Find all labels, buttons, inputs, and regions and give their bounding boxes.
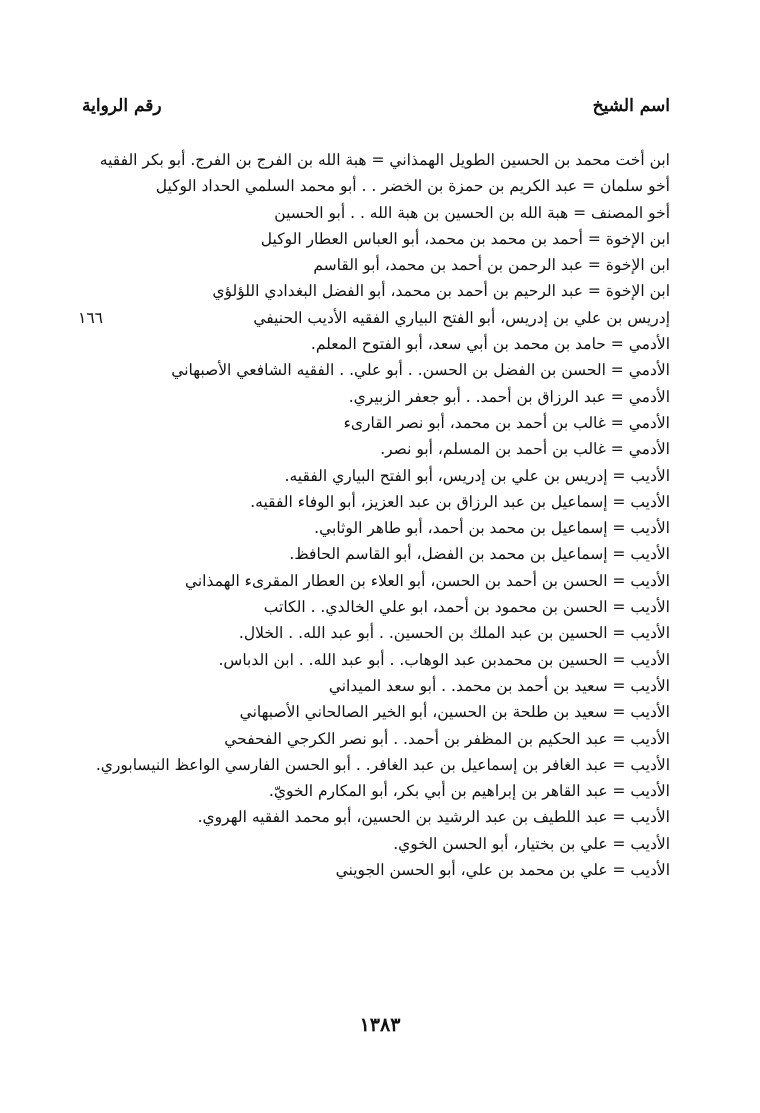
entry-row	[70, 226, 670, 252]
entry-row	[70, 147, 670, 173]
entry-text: الأدمي = الحسن بن الفضل بن الحسن. . أبو علي. . الفقيه الشافعي الأصبهاني	[171, 361, 670, 380]
entry-text: الأديب = الحسين بن محمدبن عبد الوهاب. . أبو عبد الله. . ابن الدباس.	[218, 650, 670, 669]
entry-row	[70, 410, 670, 436]
entry-row	[70, 804, 670, 830]
entry-text: الأديب = إدريس بن علي بن إدريس، أبو الفتح البياري الفقيه.	[284, 466, 670, 485]
entry-row	[70, 200, 670, 226]
entry-text: الأديب = إسماعيل بن محمد بن أحمد، أبو طاهر الوثابي.	[314, 519, 670, 538]
entry-text: الأدمي = غالب بن أحمد بن المسلم، أبو نصر.	[380, 440, 670, 459]
entry-row	[70, 489, 670, 515]
entry-row	[70, 357, 670, 383]
entry-row	[70, 252, 670, 278]
sheikh-entry-list	[70, 147, 670, 883]
entry-row	[70, 620, 670, 646]
entry-row	[70, 778, 670, 804]
entry-row	[70, 384, 670, 410]
entry-text: الأديب = الحسن بن محمود بن أحمد، ابو علي الخالدي. . الكاتب	[263, 598, 670, 617]
entry-text: الأديب = عبد القاهر بن إبراهيم بن أبي بكر، أبو المكارم الخويّ.	[268, 782, 670, 801]
entry-text: الأدمي = حامد بن محمد بن أبي سعد، أبو الفتوح المعلم.	[310, 335, 670, 354]
entry-row	[70, 331, 670, 357]
entry-row	[70, 463, 670, 489]
entry-text: أخو سلمان = عبد الكريم بن حمزة بن الخضر . . أبو محمد السلمي الحداد الوكيل	[155, 177, 670, 196]
entry-text: الأديب = علي بن بختيار، أبو الحسن الخوي.	[393, 834, 670, 853]
entry-text: الأديب = إسماعيل بن عبد الرزاق بن عبد العزيز، أبو الوفاء الفقيه.	[250, 492, 670, 511]
entry-row	[70, 541, 670, 567]
entry-row	[70, 752, 670, 778]
entry-text: الأديب = عبد اللطيف بن عبد الرشيد بن الحسين، أبو محمد الفقيه الهروي.	[197, 808, 670, 827]
entry-text: أخو المصنف = هبة الله بن الحسين بن هبة الله . . أبو الحسين	[274, 203, 670, 222]
entry-row	[70, 278, 670, 304]
entry-row	[70, 831, 670, 857]
entry-row	[70, 515, 670, 541]
entry-text: ابن أخت محمد بن الحسين الطويل الهمذاني = هبة الله بن الفرج بن الفرج. أبو بكر الفقيه	[99, 151, 670, 169]
entry-text: الأدمي = غالب بن أحمد بن محمد، أبو نصر القارىء	[343, 413, 670, 432]
entry-row	[70, 699, 670, 725]
column-header-sheikh-name: اسم الشيخ	[592, 96, 670, 116]
entry-text: الأديب = سعيد بن أحمد بن محمد. . أبو سعد الميداني	[328, 676, 670, 695]
entry-text: الأديب = عبد الحكيم بن المظفر بن أحمد. . أبو نصر الكرجي الفحفحي	[224, 729, 670, 748]
entry-row	[70, 568, 670, 594]
entry-text: الأديب = الحسين بن عبد الملك بن الحسين. . أبو عبد الله. . الخلال.	[238, 624, 670, 643]
entry-text: ابن الإخوة = عبد الرحيم بن أحمد بن محمد، أبو الفضل البغدادي اللؤلؤي	[212, 282, 670, 301]
entry-text: الأديب = علي بن محمد بن علي، أبو الحسن الجويني	[335, 861, 670, 880]
entry-row	[70, 594, 670, 620]
entry-text: الأديب = سعيد بن طلحة بن الحسين، أبو الخير الصالحاني الأصبهاني	[239, 703, 670, 722]
entry-row	[70, 173, 670, 199]
entry-text: الأديب = إسماعيل بن محمد بن الفضل، أبو القاسم الحافظ.	[289, 545, 670, 564]
entry-text: الأديب = عبد الغافر بن إسماعيل بن عبد الغافر. . أبو الحسن الفارسي الواعظ النيسابوري.	[95, 755, 670, 774]
entry-row	[70, 647, 670, 673]
entry-text: إدريس بن علي بن إدريس، أبو الفتح البياري الفقيه الأديب الحنيفي	[253, 308, 670, 327]
entry-text: ابن الإخوة = أحمد بن محمد بن محمد، أبو العباس العطار الوكيل	[260, 229, 670, 248]
entry-row	[70, 305, 670, 331]
entry-text: الأدمي = عبد الرزاق بن أحمد. . أبو جعفر الزبيري.	[348, 387, 670, 406]
entry-narration-number: ١٦٦	[78, 308, 103, 327]
entry-row	[70, 673, 670, 699]
entry-row	[70, 436, 670, 462]
entry-row	[70, 857, 670, 883]
column-header-narration-number: رقم الرواية	[82, 96, 162, 116]
page-number: ١٣٨٣	[359, 1014, 401, 1036]
entry-text: ابن الإخوة = عبد الرحمن بن أحمد بن محمد، أبو القاسم	[313, 256, 670, 275]
entry-text: الأديب = الحسن بن أحمد بن الحسن، أبو العلاء بن العطار المقرىء الهمذاني	[184, 571, 670, 590]
entry-row	[70, 726, 670, 752]
